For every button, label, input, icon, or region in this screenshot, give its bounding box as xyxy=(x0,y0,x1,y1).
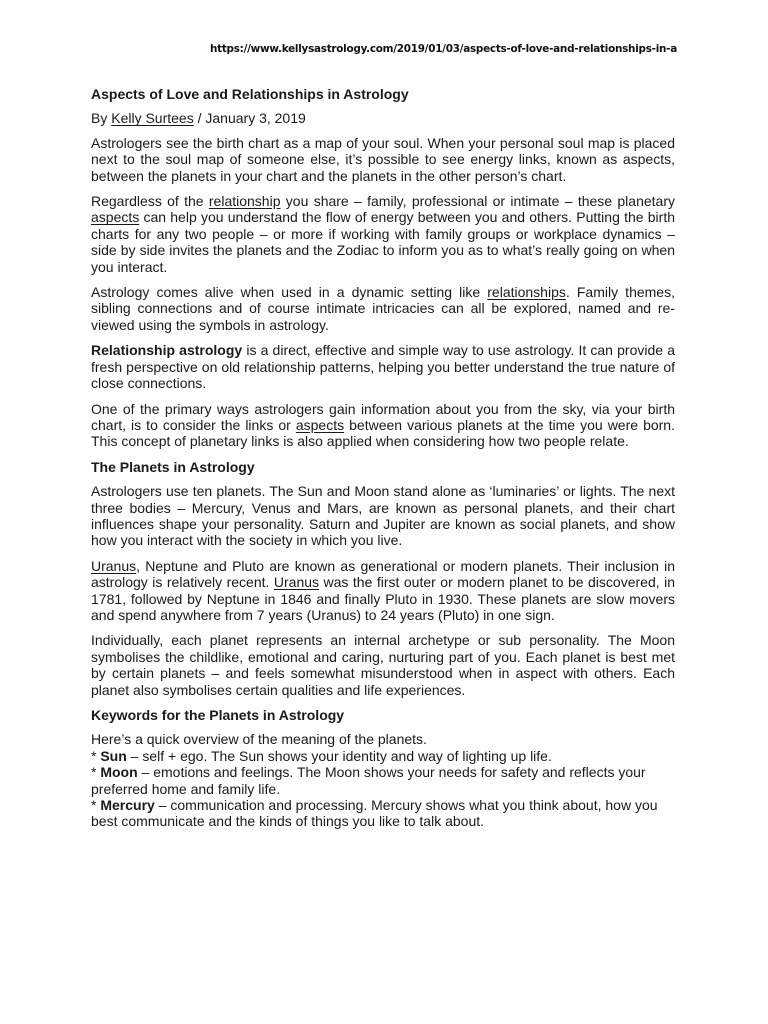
relationship-link[interactable]: relationship xyxy=(208,193,281,210)
p5-text-a: One of the primary ways astrologers gain information about you from the sky, via your birth chart, is to consider the links or xyxy=(91,400,675,433)
p3-text-b: . Family themes, sibling connections and of course intimate intricacies can all be explored, named and re-viewed using the symbols in astrology. xyxy=(91,284,675,333)
keyword-sun-name: Sun xyxy=(100,747,127,764)
byline-prefix: By xyxy=(91,110,112,127)
keyword-sun-text: – self + ego. The Sun shows your identity and way of lighting up life. xyxy=(126,747,552,764)
bullet: * xyxy=(91,797,101,814)
p2-text-a: Regardless of the xyxy=(91,193,209,210)
keyword-moon-name: Moon xyxy=(100,764,138,781)
bullet: * xyxy=(91,747,101,764)
keyword-mercury xyxy=(91,797,675,830)
paragraph-1: Astrologers see the birth chart as a map of your soul. When your personal soul map is placed next to the soul map of someone else, it’s possible to see energy links, known as aspects, between the planets in your chart and the planets in the other person’s chart. xyxy=(91,134,675,184)
keyword-moon xyxy=(91,764,675,797)
heading-planets: The Planets in Astrology xyxy=(91,458,255,475)
keyword-moon-text: – emotions and feelings. The Moon shows your needs for safety and reflects your preferred home and family life. xyxy=(91,764,646,797)
author-link[interactable]: Kelly Surtees xyxy=(111,110,194,127)
bullet: * xyxy=(91,764,101,781)
p2-text-c: can help you understand the flow of energy between you and others. Putting the birth charts for any two people – or more if working with family groups or workplace dynamics – side by side invites the planets and the Zodiac to inform you as to what’s really going on when you interact. xyxy=(91,209,675,275)
article-title: Aspects of Love and Relationships in Astrology xyxy=(91,86,409,102)
aspects-link-2[interactable]: aspects xyxy=(295,416,345,433)
p2-text-b: you share – family, professional or intimate – these planetary xyxy=(280,193,675,210)
p5-text-b: between various planets at the time you were born. This concept of planetary links is also applied when considering how two people relate. xyxy=(91,416,675,450)
relationship-astrology-term: Relationship astrology xyxy=(91,342,243,359)
article-body xyxy=(91,86,675,830)
uranus-link-2[interactable]: Uranus xyxy=(273,574,320,591)
paragraph-3 xyxy=(91,284,675,333)
source-url: https://www.kellysastrology.com/2019/01/03/aspects-of-love-and-relationships-in-a xyxy=(209,43,677,55)
p4-text: is a direct, effective and simple way to use astrology. It can provide a fresh perspective on old relationship patterns, helping you better understand the true nature of close connections. xyxy=(91,342,675,392)
p3-text-a: Astrology comes alive when used in a dynamic setting like xyxy=(91,284,488,301)
paragraph-2 xyxy=(91,193,675,275)
p7-text-b: was the first outer or modern planet to be discovered, in 1781, followed by Neptune in 1846 and finally Pluto in 1930. These planets are slow movers and spend anywhere from 7 years (Uranus) to 24 years (Pluto) in one sign. xyxy=(91,574,675,623)
relationships-link[interactable]: relationships xyxy=(487,284,566,301)
keyword-sun xyxy=(91,748,675,764)
keyword-mercury-text: – communication and processing. Mercury shows what you think about, how you best communicate and the kinds of things you like to talk about. xyxy=(91,797,658,830)
uranus-link-1[interactable]: Uranus xyxy=(91,557,137,574)
paragraph-7 xyxy=(91,558,675,624)
byline xyxy=(91,110,675,126)
keywords-intro: Here’s a quick overview of the meaning of the planets. xyxy=(91,731,427,748)
document-page xyxy=(91,0,675,1024)
p7-text-a: , Neptune and Pluto are known as generational or modern planets. Their inclusion in astrology is relatively recent. xyxy=(91,557,675,591)
paragraph-4 xyxy=(91,342,675,391)
paragraph-8: Individually, each planet represents an internal archetype or sub personality. The Moon symbolises the childlike, emotional and caring, nurturing part of you. Each planet is best met by certain planets – and feels somewhat misunderstood when in aspect with others. Each planet also symbolises certain qualities and life experiences. xyxy=(91,632,675,698)
paragraph-6: Astrologers use ten planets. The Sun and Moon stand alone as ‘luminaries’ or lights. The next three bodies – Mercury, Venus and Mars, are known as personal planets, and their chart influences shape your personality. Saturn and Jupiter are known as social planets, and show how you interact with the society in which you live. xyxy=(91,483,675,549)
heading-keywords: Keywords for the Planets in Astrology xyxy=(91,707,345,723)
aspects-link[interactable]: aspects xyxy=(91,209,140,226)
paragraph-5 xyxy=(91,401,675,450)
byline-date: / January 3, 2019 xyxy=(193,110,306,127)
keywords-list xyxy=(91,731,675,829)
keyword-mercury-name: Mercury xyxy=(100,797,155,814)
